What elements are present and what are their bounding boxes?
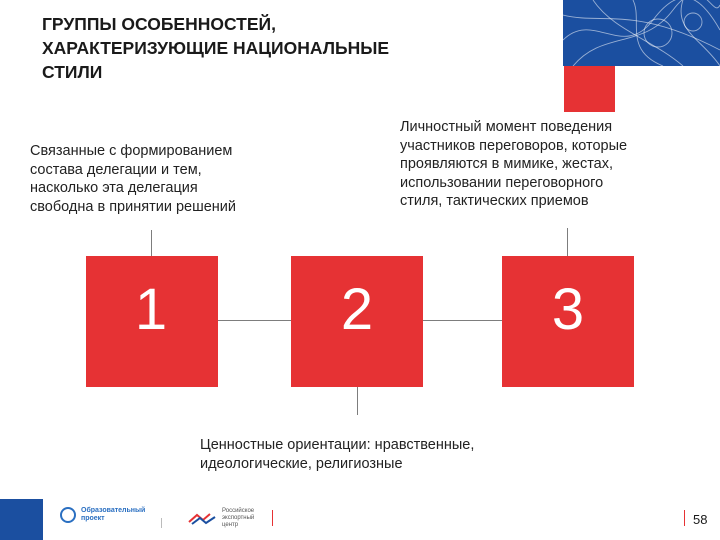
logo-text-line: центр (222, 522, 239, 528)
connector-line (423, 320, 502, 321)
title-line: ГРУППЫ ОСОБЕННОСТЕЙ, (42, 14, 276, 34)
connector-line (567, 228, 568, 256)
footer-divider (161, 518, 162, 528)
description-line: стиля, тактических приемов (400, 193, 589, 209)
description-line: Личностный момент поведения (400, 119, 613, 135)
group-1-description (30, 142, 236, 216)
partner-logo-2 (188, 508, 254, 529)
description-line: участников переговоров, которые (400, 137, 628, 154)
connector-line (151, 230, 152, 256)
decorative-red-square (564, 66, 615, 112)
logo-text-line: экспортный (222, 515, 255, 521)
group-3-box (502, 256, 634, 387)
description-line: состава делегации и тем, (30, 161, 202, 178)
group-number: 2 (340, 277, 374, 342)
logo-text-line: Образовательный (81, 507, 146, 514)
group-3-description (400, 118, 627, 211)
title-line: ХАРАКТЕРИЗУЮЩИЕ НАЦИОНАЛЬНЫЕ (42, 38, 390, 58)
group-number: 1 (134, 277, 168, 342)
title-line: СТИЛИ (42, 62, 103, 82)
footer-blue-block (0, 499, 43, 540)
group-2-description (200, 436, 474, 473)
footer-divider (684, 510, 685, 526)
description-line: свободна в принятии решений (30, 198, 236, 215)
decorative-corner-pattern (563, 0, 720, 66)
description-line: Ценностные ориентации: нравственные, (200, 437, 475, 453)
group-1-box (86, 256, 218, 387)
connector-line (218, 320, 291, 321)
page-number: 58 (693, 512, 708, 527)
logo-text-line: проект (81, 515, 105, 522)
rec-logo-icon (188, 512, 216, 526)
group-number: 3 (551, 277, 585, 342)
description-line: Связанные с формированием (30, 143, 233, 159)
description-line: использовании переговорного (400, 174, 604, 191)
logo-text-line: Российское (222, 508, 255, 514)
footer-divider (272, 510, 273, 526)
description-line: идеологические, религиозные (200, 455, 403, 472)
group-2-box (291, 256, 423, 387)
description-line: проявляются в мимике, жестах, (400, 156, 614, 172)
partner-logo-1 (60, 507, 145, 523)
globe-logo-icon (60, 507, 76, 523)
connector-line (357, 387, 358, 415)
description-line: насколько эта делегация (30, 180, 198, 196)
slide-title (42, 12, 512, 84)
swirl-lines-decoration (563, 0, 720, 66)
